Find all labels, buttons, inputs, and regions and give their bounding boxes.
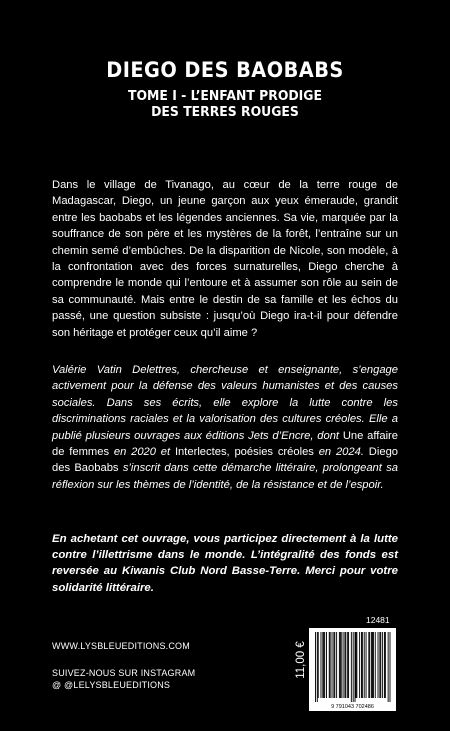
bio-book-title-2: Interlectes, poésies créoles <box>174 446 314 459</box>
bio-text-3: en 2024. <box>313 446 369 459</box>
barcode-bar <box>317 632 318 702</box>
charity-statement: En achetant cet ouvrage, vous participez directement à la lutte contre l’illettrisme dans le monde. L’intégralité des fonds est reversée au Kiwanis Club Nord Basse-Terre. Merci pour votre solidarité littéraire. <box>52 533 398 594</box>
synopsis-paragraph: Dans le village de Tivanago, au cœur de la terre rouge de Madagascar, Diego, un jeune garçon aux yeux émeraude, grandit entre les baobabs et les légendes anciennes. Sa vie, marquée par la souffrance de son père et les mystères de la forêt, l’entraîne sur un chemin semé d’embûches. De la disparition de Nicole, son modèle, à la confrontation avec des forces surnaturelles, Diego cherche à comprendre le monde qui l’entoure et à assumer son rôle au sein de sa communauté. Mais entre le destin de sa famille et les échos du passé, une question subsiste : jusqu’où Diego ira-t-il pour défendre son héritage et protéger ceux qu’il aime ? <box>52 179 398 339</box>
bio-text-2: en 2020 et <box>109 446 175 459</box>
barcode-bar <box>372 632 373 698</box>
barcode-bar <box>361 632 362 698</box>
barcode-bar <box>321 632 322 698</box>
barcode-bar <box>353 632 354 702</box>
bio-text-4: s’inscrit dans cette démarche littéraire, prolongeant sa réflexion sur les thèmes de l’identité, de la résistance et de l’espoir. <box>52 462 399 491</box>
barcode-bar <box>323 632 324 698</box>
barcode-bar <box>369 632 370 698</box>
barcode-bar <box>322 632 323 698</box>
barcode-bar <box>355 632 356 702</box>
barcode-bar <box>333 632 334 698</box>
barcode-bar <box>385 632 386 698</box>
barcode-bar <box>343 632 344 698</box>
barcode-bar <box>379 632 380 698</box>
barcode-bar <box>362 632 363 698</box>
barcode-bar <box>345 632 346 698</box>
author-bio <box>52 362 398 493</box>
publisher-info <box>52 640 195 691</box>
barcode-bar <box>355 632 356 698</box>
barcode-bar <box>359 632 360 698</box>
barcode-bar <box>390 632 391 702</box>
barcode-bar <box>341 632 342 698</box>
product-code: 12481 <box>366 615 390 625</box>
barcode-bar <box>330 632 331 698</box>
barcode-bar <box>380 632 381 698</box>
publisher-website[interactable]: WWW.LYSBLEUEDITIONS.COM <box>52 641 190 651</box>
price-label: 11,00 € <box>295 641 307 679</box>
barcode-bar <box>339 632 340 698</box>
barcode-bar <box>371 632 372 698</box>
barcode-bar <box>326 632 327 698</box>
barcode-bar <box>366 632 367 698</box>
barcode-bar <box>351 632 352 702</box>
isbn-barcode <box>309 628 396 711</box>
barcode-bar <box>334 632 335 698</box>
barcode-bar <box>388 632 389 702</box>
barcode-bar <box>336 632 337 698</box>
barcode-bar <box>315 632 316 702</box>
barcode-bar <box>375 632 376 698</box>
book-subtitle <box>18 88 432 120</box>
barcode-bar <box>329 632 330 698</box>
barcode-bar <box>368 632 369 698</box>
instagram-label: SUIVEZ-NOUS SUR INSTAGRAM <box>52 668 196 678</box>
barcode-bar <box>378 632 379 698</box>
isbn-digits: 9 791043 702486 <box>331 704 374 710</box>
bio-book-title-3: Diego des Baobabs <box>52 446 399 475</box>
barcode-bar <box>348 632 349 698</box>
barcode-bar <box>384 632 385 698</box>
barcode-bar <box>373 632 374 698</box>
barcode-bar <box>324 632 325 698</box>
barcode-bar <box>356 632 357 698</box>
barcode-bar <box>332 632 333 698</box>
book-title: DIEGO DES BAOBABS <box>106 58 344 82</box>
subtitle-line-2: DES TERRES ROUGES <box>151 104 299 120</box>
barcode-bar <box>347 632 348 698</box>
subtitle-line-1: TOME I - L’ENFANT PRODIGE <box>128 88 322 104</box>
barcode-bar <box>382 632 383 698</box>
barcode-bar <box>318 632 319 698</box>
barcode-bar <box>344 632 345 698</box>
instagram-handle[interactable]: @ @LELYSBLEUEDITIONS <box>52 680 171 690</box>
barcode-bar <box>340 632 341 698</box>
bio-text-1: Valérie Vatin Delettres, chercheuse et enseignante, s’engage activement pour la défense des valeurs humanistes et des causes sociales. Dans ses écrits, elle explore la lutte contre les discriminations raciales et la valorisation des cultures créoles. Elle a publié plusieurs ouvrages aux éditions Jets d’Encre, dont <box>52 364 398 442</box>
barcode-bar <box>364 632 365 698</box>
bio-book-title-1: Une affaire de femmes <box>52 429 399 459</box>
